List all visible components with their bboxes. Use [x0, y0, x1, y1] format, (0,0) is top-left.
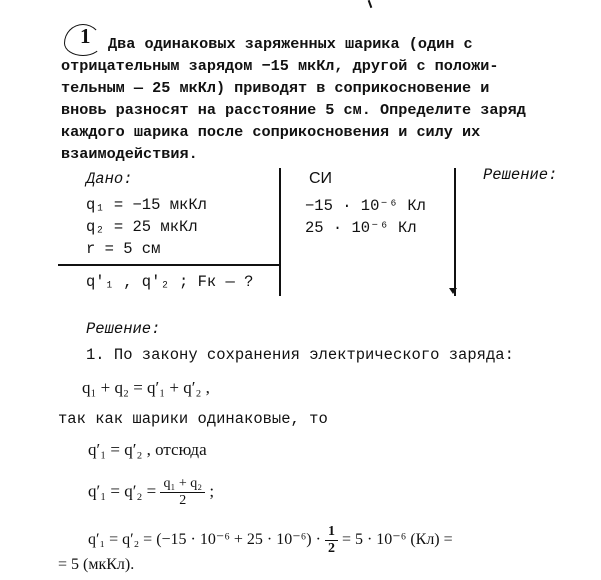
equation-calculation-left: q′₁ = q′₂ = (−15 · 10⁻⁶ + 25 · 10⁻⁶) · — [88, 531, 321, 549]
solution-step-1: 1. По закону сохранения электрического заряда: — [86, 346, 514, 364]
given-q2: q₂ = 25 мкКл — [86, 218, 198, 236]
problem-number: 1 — [80, 24, 91, 48]
half-numerator: 1 — [325, 524, 338, 541]
equation-average-end: ; — [209, 481, 215, 501]
problem-line-6: взаимодействия. — [61, 145, 198, 163]
equation-calculation — [88, 524, 453, 557]
solution-header: Решение: — [86, 320, 161, 338]
table-divider-left — [279, 168, 281, 296]
si-q1: −15 · 10⁻⁶ Кл — [305, 197, 426, 215]
solution-text-identical: так как шарики одинаковые, то — [58, 410, 328, 428]
problem-line-1: Два одинаковых заряженных шарика (один с — [108, 35, 473, 53]
problem-line-2: отрицательным зарядом −15 мкКл, другой с положи- — [61, 57, 499, 75]
si-header: СИ — [309, 170, 333, 187]
problem-line-4: вновь разносят на расстояние 5 см. Определите заряд — [61, 101, 526, 119]
equation-average — [88, 476, 214, 509]
given-r: r = 5 см — [86, 240, 161, 258]
page-mark — [368, 0, 373, 8]
equation-calculation-fraction — [325, 524, 338, 557]
problem-line-5: каждого шарика после соприкосновения и силу их — [61, 123, 481, 141]
given-header: Дано: — [86, 170, 133, 188]
given-q1: q₁ = −15 мкКл — [86, 196, 207, 214]
table-divider-horizontal — [58, 264, 280, 266]
fraction-numerator: q₁ + q₂ — [160, 476, 205, 493]
problem-line-3: тельным — 25 мкКл) приводят в соприкосновение и — [61, 79, 490, 97]
arrow-down-icon — [449, 288, 457, 294]
equation-conservation: q₁ + q₂ = q′₁ + q′₂ , — [82, 378, 210, 397]
si-q2: 25 · 10⁻⁶ Кл — [305, 219, 417, 237]
equation-calculation-right: = 5 · 10⁻⁶ (Кл) = — [341, 531, 453, 549]
half-denominator: 2 — [327, 541, 335, 556]
given-find: q′₁ , q′₂ ; Fк — ? — [86, 273, 254, 291]
equation-result: = 5 (мкКл). — [58, 556, 135, 573]
solution-header-top: Решение: — [483, 166, 558, 184]
table-divider-right — [454, 168, 456, 296]
equation-average-fraction — [160, 476, 205, 509]
equation-average-left: q′₁ = q′₂ = — [88, 481, 157, 501]
equation-equal-charges: q′₁ = q′₂ , отсюда — [88, 440, 207, 459]
fraction-denominator: 2 — [179, 493, 187, 508]
